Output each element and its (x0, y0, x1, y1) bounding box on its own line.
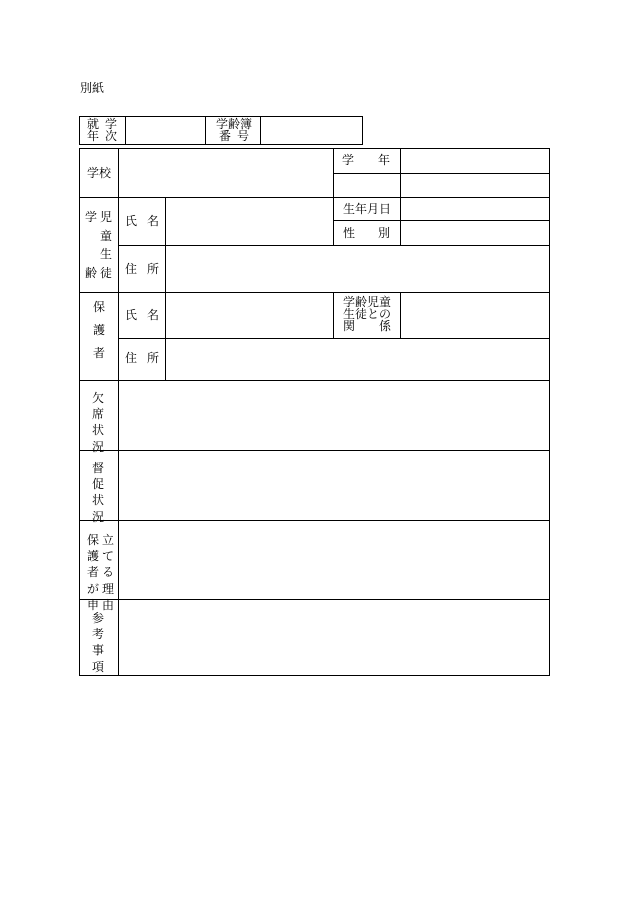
child-section-label-sei: 生 (100, 247, 113, 261)
enroll-year-label-line1: 就 学 (87, 117, 117, 131)
urging-label: 督 促 状 況 (92, 461, 105, 524)
reason-field[interactable] (119, 521, 548, 598)
enroll-year-field[interactable] (126, 117, 204, 142)
absence-field[interactable] (119, 381, 548, 449)
child-section-label-ji: 児 (100, 210, 113, 224)
child-section-label-dou: 童 (100, 229, 113, 243)
reason-label-right-column: 立 て る 理 由 (102, 533, 115, 612)
gender-field[interactable] (401, 221, 548, 244)
gender-label: 性 別 (343, 226, 390, 240)
guardian-name-label: 氏 名 (125, 308, 159, 322)
urging-field[interactable] (119, 451, 548, 519)
guardian-section-label-go: 護 (93, 323, 106, 337)
guardian-name-field[interactable] (166, 293, 332, 337)
child-name-field[interactable] (166, 198, 332, 244)
grade-field[interactable] (401, 149, 548, 172)
register-number-label-line2: 番 号 (219, 129, 249, 143)
birth-date-field[interactable] (401, 198, 548, 219)
main-form-table (79, 148, 550, 676)
child-address-field[interactable] (166, 246, 548, 291)
guardian-section-label-ho: 保 (93, 300, 106, 314)
notes-field[interactable] (119, 600, 548, 674)
grade-extra-field[interactable] (401, 174, 548, 196)
guardian-address-field[interactable] (166, 339, 548, 379)
absence-label: 欠 席 状 況 (92, 391, 105, 454)
child-section-label-gaku: 学 (85, 210, 98, 224)
school-label: 学校 (87, 166, 112, 180)
grade-label: 学 年 (342, 153, 390, 167)
enroll-year-label-line2: 年 次 (87, 129, 117, 143)
top-table (79, 116, 362, 144)
reason-label-left-column: 保 護 者 が 申 (87, 533, 100, 612)
child-name-label: 氏 名 (125, 214, 159, 228)
birth-date-label: 生年月日 (343, 202, 392, 216)
relation-field[interactable] (401, 293, 548, 337)
school-field[interactable] (119, 149, 332, 196)
child-section-label-rei: 齢 (85, 266, 98, 280)
guardian-address-label: 住 所 (125, 351, 159, 365)
notes-label: 参 考 事 項 (92, 611, 105, 674)
guardian-section-label-sha: 者 (93, 346, 106, 360)
relation-label-line2: 生徒との (343, 307, 392, 321)
relation-label-line1: 学齢児童 (343, 295, 392, 309)
relation-label-line3: 関 係 (343, 319, 391, 333)
child-section-label-to: 徒 (100, 266, 113, 280)
grade-extra-label-field[interactable] (334, 174, 399, 196)
child-address-label: 住 所 (125, 262, 159, 276)
register-number-label-line1: 学齢簿 (216, 117, 253, 131)
register-number-field[interactable] (261, 117, 360, 142)
document-title: 別紙 (80, 81, 105, 95)
